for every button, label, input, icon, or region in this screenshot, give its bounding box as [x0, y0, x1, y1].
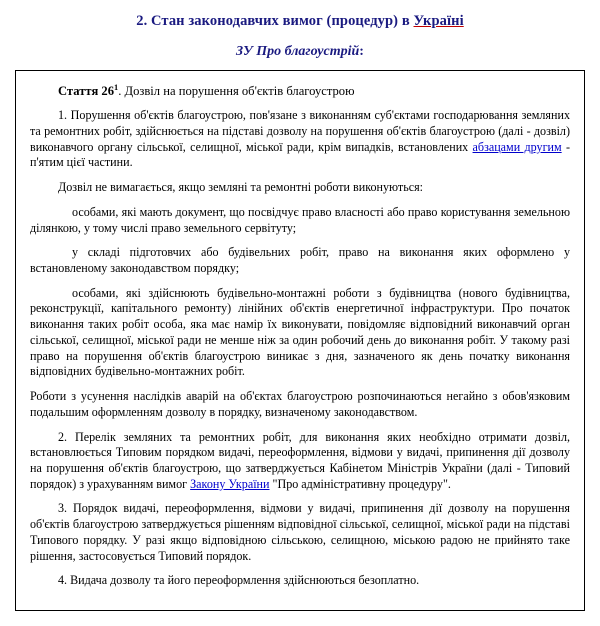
paragraph-7-text-before: 2. Перелік земляних та ремонтних робіт, для виконання яких необхідно отримати дозвіл, встановлюється Типовим порядком видачі, переоформлення, відмови у видачі, припинення дії дозволу на порушення об'єктів благоустрою, що затверджується Кабінетом Міністрів України (далі - Типовий порядок) з урахуванням вимог	[30, 429, 570, 491]
paragraph-6: Роботи з усунення наслідків аварій на об'єктах благоустрою розпочинаються негайно з обов'язковим подальшим оформленням дозволу в порядку, визначеному законодавством.	[30, 389, 570, 419]
page-subtitle	[0, 44, 600, 60]
article-number-superscript: 1	[114, 83, 119, 92]
paragraph-3: особами, які мають документ, що посвідчує право власності або право користування земельною ділянкою, у тому числі право земельного сервітуту;	[30, 204, 570, 235]
paragraph-1	[30, 108, 570, 171]
page-subtitle-colon: :	[359, 44, 364, 59]
paragraph-4: у складі підготовчих або будівельних робіт, право на виконання яких оформлено у встановленому законодавством порядку;	[30, 245, 570, 276]
paragraph-1-text-after: - п'ятим цієї частини.	[30, 139, 570, 170]
paragraph-7	[30, 430, 570, 493]
page-subtitle-law-name: ЗУ Про благоустрій	[236, 44, 360, 59]
paragraph-7-link[interactable]: Закону України	[190, 476, 270, 491]
article-number: Стаття 26	[58, 84, 115, 99]
paragraph-8: 3. Порядок видачі, переоформлення, відмови у видачі, припинення дії дозволу на порушення об'єктів благоустрою затверджується рішенням відповідної сільської, селищної, міської ради на підставі Типового порядку. У разі якщо відповідною сільською, селищною, міською радою не прийнято таке рішення, застосовується Типовий порядок.	[30, 501, 570, 563]
paragraph-9: 4. Видача дозволу та його переоформлення здійснюються безоплатно.	[58, 573, 420, 588]
paragraph-2: Дозвіл не вимагається, якщо земляні та ремонтні роботи виконуються:	[58, 180, 423, 195]
page-title-text: 2. Стан законодавчих вимог (процедур) в	[136, 13, 414, 29]
paragraph-1-text-before: 1. Порушення об'єктів благоустрою, пов'язане з виконанням суб'єктами господарювання земляних та ремонтних робіт, здійснюється на підставі дозволу на порушення об'єктів благоустрою (далі - дозвіл) виконавчого органу сільської, селищної, міської ради, крім випадків, встановлених	[30, 108, 570, 154]
page-title-link-ukraine[interactable]: Україні	[413, 13, 464, 29]
article-title: . Дозвіл на порушення об'єктів благоустрою	[118, 84, 355, 99]
paragraph-7-text-after: "Про адміністративну процедуру".	[269, 476, 451, 491]
article-heading	[30, 83, 570, 99]
paragraph-1-link[interactable]: абзацами другим	[472, 139, 562, 154]
paragraph-5: особами, які здійснюють будівельно-монтажні роботи з будівництва (нового будівництва, реконструкції, капітального ремонту) лінійних об'єктів енергетичної інфраструктури. Про початок виконання таких робіт особа, яка має намір їх виконувати, повідомляє відповідний виконавчий орган сільської, селищної, міської ради не менше ніж за один робочий день до виконання робіт. У такому разі право на порушення об'єктів благоустрою виникає з дня, зазначеного як день початку виконання відповідних будівельно-монтажних робіт.	[30, 285, 570, 379]
page-title	[0, 13, 600, 30]
document-body	[15, 70, 585, 611]
